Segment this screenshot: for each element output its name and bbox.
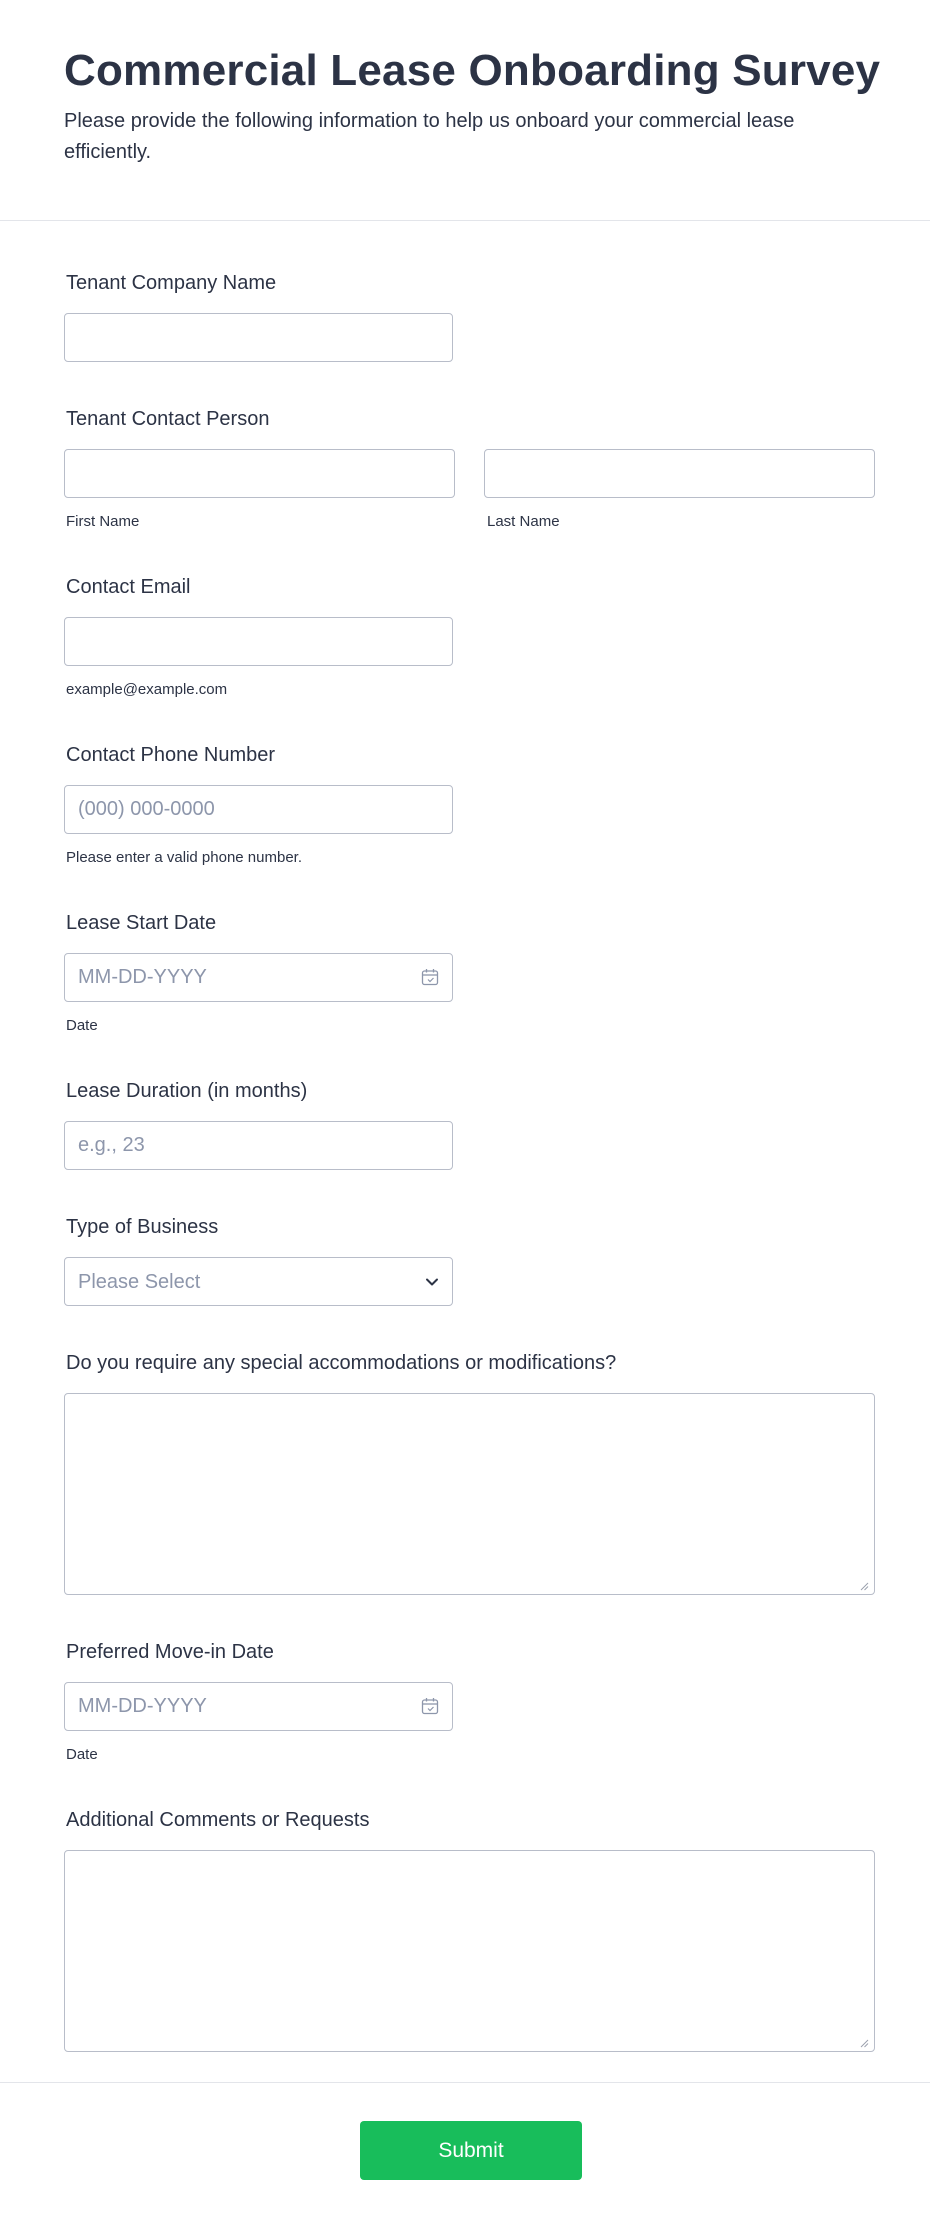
lease-start-sublabel: Date — [66, 1017, 98, 1034]
last-name-input[interactable] — [484, 449, 875, 498]
email-input[interactable] — [64, 617, 453, 666]
comments-label: Additional Comments or Requests — [66, 1809, 370, 1831]
comments-textarea[interactable] — [64, 1850, 875, 2052]
company-name-label: Tenant Company Name — [66, 272, 277, 294]
first-name-sublabel: First Name — [66, 513, 140, 530]
email-label: Contact Email — [66, 576, 191, 598]
resize-handle-icon[interactable] — [859, 2038, 869, 2048]
business-type-select[interactable] — [64, 1257, 453, 1306]
chevron-down-icon — [425, 1275, 439, 1289]
business-type-selected: Please Select — [78, 1271, 201, 1293]
calendar-icon[interactable] — [421, 1697, 439, 1715]
phone-input[interactable] — [64, 785, 453, 834]
submit-button[interactable]: Submit — [360, 2121, 582, 2180]
move-in-label: Preferred Move-in Date — [66, 1641, 274, 1663]
move-in-sublabel: Date — [66, 1746, 98, 1763]
lease-start-field — [64, 953, 453, 1002]
business-type-label: Type of Business — [66, 1216, 219, 1238]
company-name-input[interactable] — [64, 313, 453, 362]
contact-person-label: Tenant Contact Person — [66, 408, 270, 430]
lease-start-date-input[interactable] — [64, 953, 453, 1002]
lease-duration-label: Lease Duration (in months) — [66, 1080, 308, 1102]
form-subtitle: Please provide the following information to help us onboard your commercial lease efficiently. — [64, 110, 795, 163]
calendar-icon[interactable] — [421, 968, 439, 986]
first-name-input[interactable] — [64, 449, 455, 498]
phone-sublabel: Please enter a valid phone number. — [66, 849, 302, 866]
phone-label: Contact Phone Number — [66, 744, 276, 766]
lease-duration-input[interactable] — [64, 1121, 453, 1170]
footer-divider — [0, 2082, 930, 2083]
lease-start-label: Lease Start Date — [66, 912, 217, 934]
form-header — [0, 0, 930, 221]
email-sublabel: example@example.com — [66, 681, 228, 698]
last-name-sublabel: Last Name — [487, 513, 560, 530]
resize-handle-icon[interactable] — [859, 1581, 869, 1591]
move-in-field — [64, 1682, 453, 1731]
accommodations-label: Do you require any special accommodations or modifications? — [66, 1352, 617, 1374]
form-title: Commercial Lease Onboarding Survey — [64, 46, 881, 95]
move-in-date-input[interactable] — [64, 1682, 453, 1731]
accommodations-textarea[interactable] — [64, 1393, 875, 1595]
